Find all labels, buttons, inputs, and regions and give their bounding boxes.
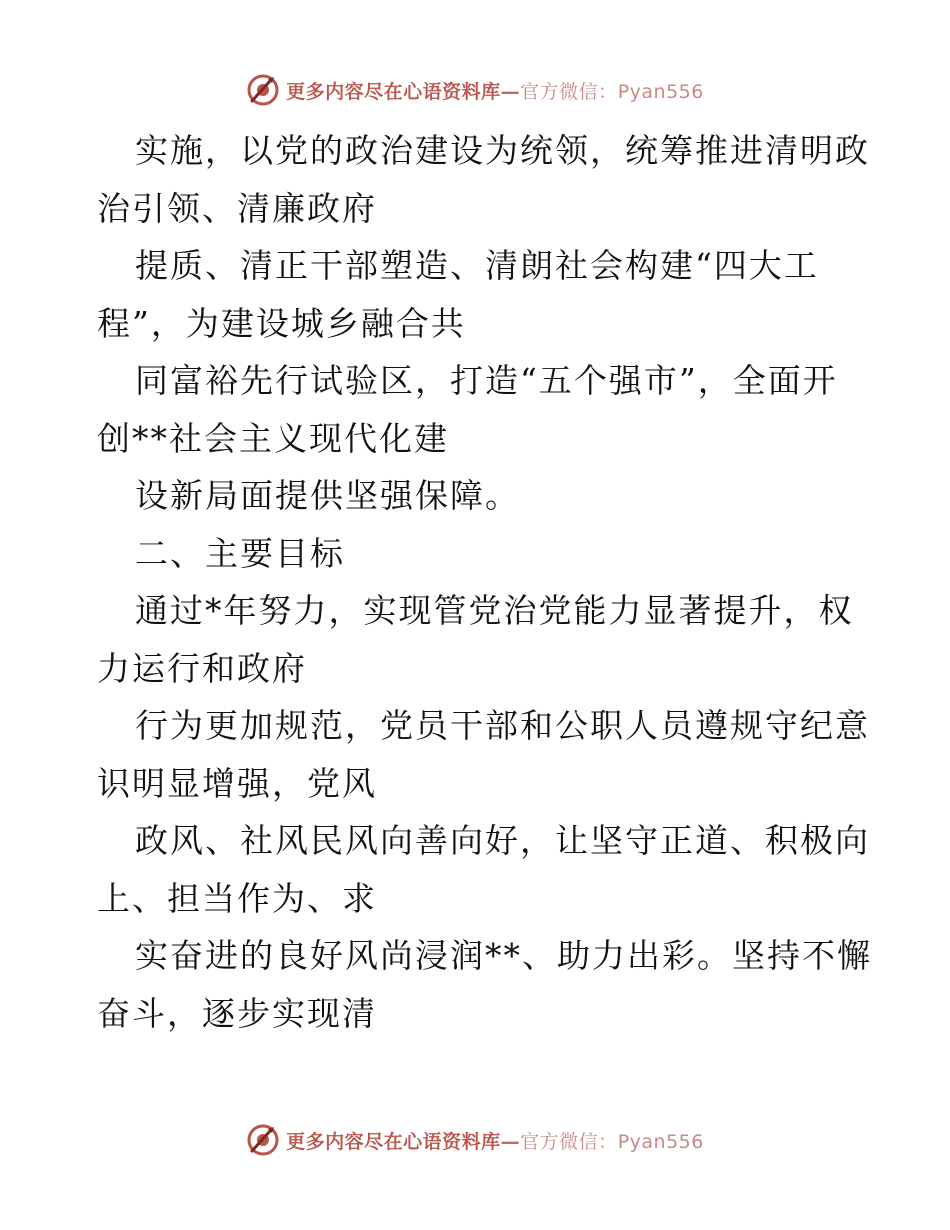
paragraph-line: 行为更加规范，党员干部和公职人员遵规守纪意 — [135, 706, 870, 745]
watermark-wechat-label: 官方微信： — [520, 1130, 618, 1153]
paragraph-line: 同富裕先行试验区，打造“五个强市”，全面开 — [135, 361, 838, 400]
paragraph-line: 创**社会主义现代化建 — [97, 418, 449, 458]
watermark-separator: — — [500, 80, 521, 103]
paragraph-line: 政风、社风民风向善向好，让坚守正道、积极向 — [135, 821, 870, 860]
paragraph-line: 奋斗，逐步实现清 — [97, 993, 377, 1033]
paragraph-line: 设新局面提供坚强保障。 — [135, 476, 520, 515]
brand-logo-icon — [246, 73, 280, 107]
watermark-wechat-label: 官方微信： — [520, 80, 618, 103]
watermark-brand: 更多内容尽在心语资料库 — [286, 1130, 501, 1153]
paragraph-line: 识明显增强，党风 — [97, 763, 377, 803]
paragraph-line: 程”，为建设城乡融合共 — [97, 303, 466, 343]
brand-logo-icon — [246, 1123, 280, 1157]
paragraph-line: 治引领、清廉政府 — [97, 188, 377, 228]
watermark-brand: 更多内容尽在心语资料库 — [286, 80, 501, 103]
watermark-separator: — — [500, 1130, 521, 1153]
paragraph-line: 上、担当作为、求 — [97, 878, 377, 918]
paragraph-line: 实奋进的良好风尚浸润**、助力出彩。坚持不懈 — [135, 936, 872, 975]
footer-watermark — [0, 1120, 950, 1160]
paragraph-line: 二、主要目标 — [135, 533, 345, 573]
watermark-text — [286, 1127, 704, 1154]
paragraph-line: 实施，以党的政治建设为统领，统筹推进清明政 — [135, 131, 870, 170]
paragraph-line: 通过*年努力，实现管党治党能力显著提升，权 — [135, 591, 854, 630]
document-body — [97, 122, 872, 1042]
header-watermark — [0, 70, 950, 110]
watermark-text — [286, 77, 704, 104]
watermark-handle: Pyan556 — [617, 1130, 704, 1153]
watermark-handle: Pyan556 — [617, 80, 704, 103]
paragraph-line: 提质、清正干部塑造、清朗社会构建“四大工 — [135, 246, 819, 285]
paragraph-line: 力运行和政府 — [97, 648, 307, 688]
